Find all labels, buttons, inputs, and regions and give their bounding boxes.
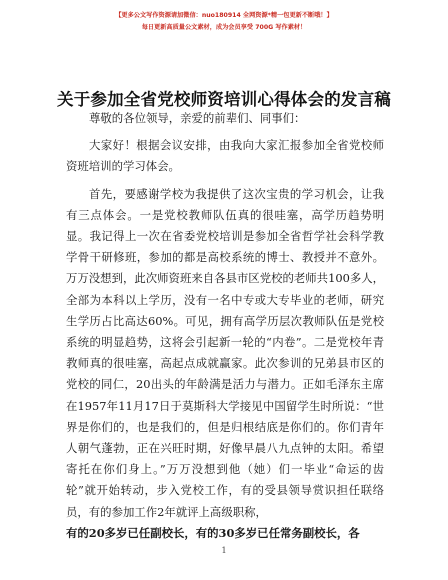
promo-banner-line-1: 【更多公文写作资源请加微信：nuo180914 全网资源*精一包更新不断哦！】 <box>115 12 333 19</box>
salutation: 尊敬的各位领导，亲爱的前辈们、同事们： <box>89 111 306 125</box>
document-body <box>66 108 384 544</box>
promo-banner <box>0 10 448 34</box>
paragraph-closing-line: 有的20多岁已任副校长，有的30多岁已任常务副校长，各 <box>66 525 360 540</box>
promo-banner-line-2: 每日更新高质量公文素材，成为会员享受 700G 写作素材！ <box>141 24 307 31</box>
paragraph: 首先，要感谢学校为我提供了这次宝贵的学习机会，让我有三点体会。一是党校教师队伍真的很哇塞，高学历趋势明显。我记得上一次在省委党校培训是参加全省哲学社会科学教学骨干研修班，参加的都是高校系统的博士、教授并不意外。万万没想到，此次师资班来自各县市区党校的老师共100多人，全部为本科以上学历，没有一名中专或大专毕业的老师，研究生学历占比高达60%。可见，拥有高学历层次教师队伍是党校系统的明显趋势，这将会引起新一轮的“内卷”。二是党校年青教师真的很哇塞，高起点成就赢家。此次参训的兄弟县市区的党校的同仁，20出头的年龄满是活力与潜力。正如毛泽东主席在1957年11月17日于莫斯科大学接见中国留学生时所说：“世界是你们的，也是我们的，但是归根结底是你们的。你们青年人朝气蓬勃，正在兴旺时期，好像早晨八九点钟的太阳。希望寄托在你们身上。”万万没想到他（她）们一毕业“命运的齿轮”就开始转动，步入党校工作，有的受县领导赏识担任联络员，有的参加工作2年就评上高级职称， <box>66 186 384 519</box>
document-title: 关于参加全省党校师资培训心得体会的发言稿 <box>57 90 391 109</box>
paragraph: 大家好！根据会议安排，由我向大家汇报参加全省党校师资班培训的学习体会。 <box>66 138 384 174</box>
page-number: 1 <box>221 546 227 555</box>
